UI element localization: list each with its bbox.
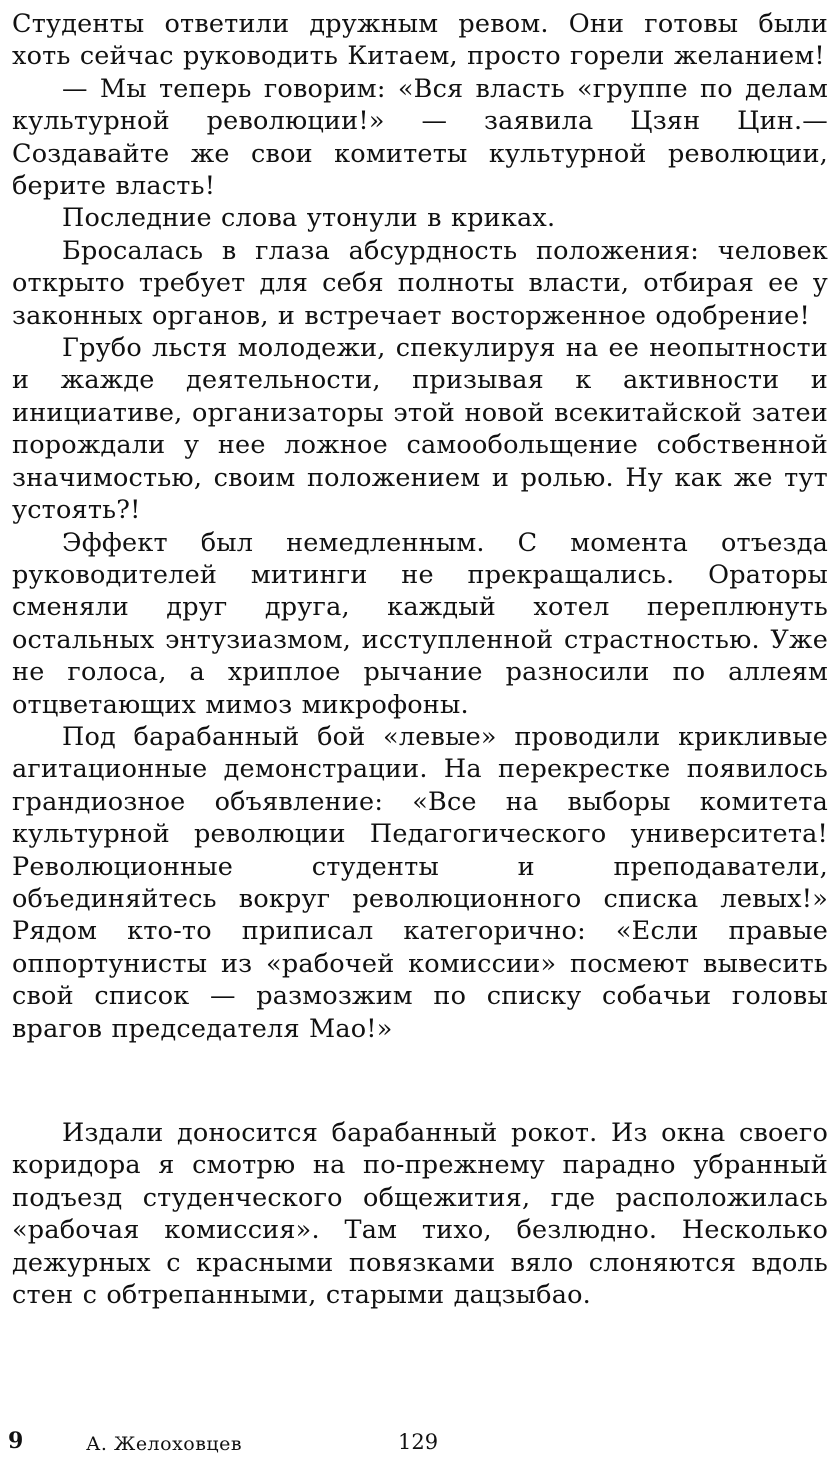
text-section-1 bbox=[12, 8, 828, 1045]
paragraph: Издали доносится барабанный рокот. Из окна своего коридора я смотрю на по-прежнему парадно убранный подъезд студенческого общежития, где расположилась «рабочая комиссия». Там тихо, безлюдно. Несколько дежурных с красными повязками вяло слоняются вдоль стен с обтрепанными, старыми дацзыбао. bbox=[12, 1118, 828, 1311]
page-footer bbox=[8, 1428, 808, 1462]
page-body bbox=[12, 8, 828, 1311]
running-author: А. Желоховцев bbox=[86, 1433, 243, 1455]
paragraph: — Мы теперь говорим: «Вся власть «группе по делам культурной революции!» — заявила Цзян Цин.— Создавайте же свои комитеты культурной революции, берите власть! bbox=[12, 73, 828, 202]
paragraph: Эффект был немедленным. С момента отъезда руководителей митинги не прекращались. Ораторы сменяли друг друга, каждый хотел переплюнуть остальных энтузиазмом, исступленной страстностью. Уже не голоса, а хриплое рычание разносили по аллеям отцветающих мимоз микрофоны. bbox=[12, 527, 828, 720]
paragraph: Грубо льстя молодежи, спекулируя на ее неопытности и жажде деятельности, призывая к активности и инициативе, организаторы этой новой всекитайской затеи порождали у нее ложное самообольщение собственной значимостью, своим положением и ролью. Ну как же тут устоять?! bbox=[12, 333, 828, 526]
paragraph: Студенты ответили дружным ревом. Они готовы были хоть сейчас руководить Китаем, просто горели желанием! bbox=[12, 9, 828, 72]
paragraph: Бросалась в глаза абсурдность положения: человек открыто требует для себя полноты власти, отбирая ее у законных органов, и встречает восторженное одобрение! bbox=[12, 235, 828, 331]
signature-mark: 9 bbox=[8, 1428, 24, 1454]
paragraph: Последние слова утонули в криках. bbox=[62, 203, 556, 234]
page-number: 129 bbox=[398, 1430, 439, 1454]
section-break bbox=[12, 1045, 828, 1117]
text-section-2 bbox=[12, 1117, 828, 1311]
paragraph: Под барабанный бой «левые» проводили крикливые агитационные демонстрации. На перекрестке появилось грандиозное объявление: «Все на выборы комитета культурной революции Педагогического университета! Революционные студенты и преподаватели, объединяйтесь вокруг революционного списка левых!» Рядом кто-то приписал категорично: «Если правые оппортунисты из «рабочей комиссии» посмеют вывесить свой список — размозжим по списку собачьи головы врагов председателя Мао!» bbox=[12, 721, 828, 1044]
